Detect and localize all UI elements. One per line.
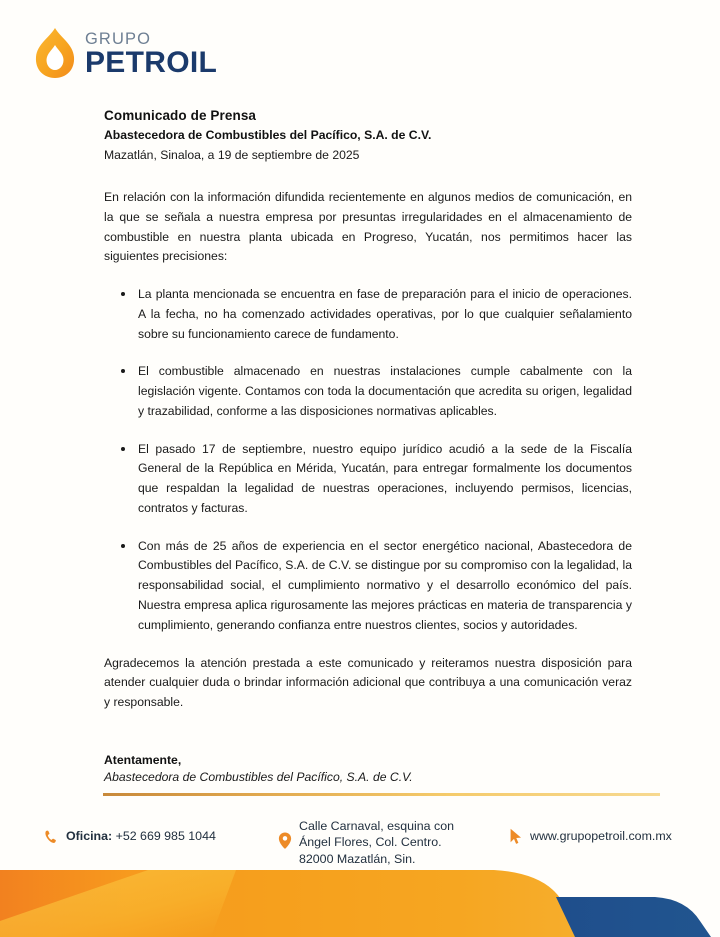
signoff-label: Atentamente, (104, 752, 182, 767)
footer-address-line3: 82000 Mazatlán, Sin. (299, 851, 416, 866)
precisions-list (104, 285, 632, 635)
list-item-text: La planta mencionada se encuentra en fase de preparación para el inicio de operaciones. A la fecha, no ha comenzado actividades operativas, por lo que cualquier señalamiento sobre su funcionamiento carece de fundamento. (138, 287, 632, 341)
footer-phone-label: Oficina: (66, 829, 113, 843)
bullet-dot-icon (121, 544, 125, 548)
document-body (104, 108, 632, 784)
list-item (104, 285, 632, 344)
list-item-text: El pasado 17 de septiembre, nuestro equipo jurídico acudió a la sede de la Fiscalía General de la República en Mérida, Yucatán, para entregar formalmente los documentos que respaldan la legalidad de nuestras operaciones, incluyendo permisos, licencias, contratos y facturas. (138, 441, 632, 515)
signoff-company: Abastecedora de Combustibles del Pacífico, S.A. de C.V. (104, 769, 413, 784)
footer-phone-value: +52 669 985 1044 (115, 829, 216, 843)
bullet-dot-icon (121, 292, 125, 296)
flame-droplet-icon (34, 27, 76, 79)
cursor-arrow-icon (508, 828, 524, 846)
bottom-decoration (0, 857, 720, 937)
list-item (104, 440, 632, 519)
closing-paragraph: Agradecemos la atención prestada a este comunicado y reiteramos nuestra disposición para atender cualquier duda o brindar información adicional que contribuya a una comunicación veraz y responsable. (104, 655, 632, 710)
intro-paragraph: En relación con la información difundida recientemente en algunos medios de comunicación, en la que se señala a nuestra empresa por presuntas irregularidades en el almacenamiento de combustible en nuestra planta ubicada en Progreso, Yucatán, nos permitimos hacer las siguientes precisiones: (104, 190, 632, 264)
phone-icon (44, 828, 60, 846)
signature-block (104, 753, 632, 784)
footer-phone (44, 828, 216, 846)
list-item-text: Con más de 25 años de experiencia en el sector energético nacional, Abastecedora de Combustibles del Pacífico, S.A. de C.V. se distingue por su compromiso con la legalidad, la responsabilidad social, el cumplimiento normativo y el desarrollo económico del país. Nuestra empresa aplica rigurosamente las mejores prácticas en materia de transparencia y cumplimiento, generando confianza entre nuestros clientes, socios y autoridades. (138, 538, 632, 632)
list-item (104, 362, 632, 421)
footer-phone-text (66, 828, 216, 844)
brand-logo (34, 27, 217, 79)
map-pin-icon (277, 832, 293, 850)
document-title: Comunicado de Prensa (104, 108, 257, 123)
bullet-dot-icon (121, 447, 125, 451)
brand-grupo-text: GRUPO (85, 29, 152, 48)
footer-website-text[interactable]: www.grupopetroil.com.mx (530, 829, 672, 843)
document-dateline: Mazatlán, Sinaloa, a 19 de septiembre de 2025 (104, 148, 360, 162)
list-item (104, 537, 632, 636)
list-item-text: El combustible almacenado en nuestras instalaciones cumple cabalmente con la legislación vigente. Contamos con toda la documentación que acredita su origen, legalidad y trazabilidad, conforme a las disposiciones normativas aplicables. (138, 364, 632, 418)
brand-petroil-text: PETROIL (85, 46, 218, 80)
footer-address-line2: Ángel Flores, Col. Centro. (299, 835, 442, 850)
footer-website[interactable] (508, 828, 672, 846)
document-subtitle: Abastecedora de Combustibles del Pacífico, S.A. de C.V. (104, 128, 432, 142)
brand-wordmark (85, 28, 217, 79)
footer-address-line1: Calle Carnaval, esquina con (299, 819, 454, 833)
footer-divider (103, 793, 660, 796)
bullet-dot-icon (121, 369, 125, 373)
